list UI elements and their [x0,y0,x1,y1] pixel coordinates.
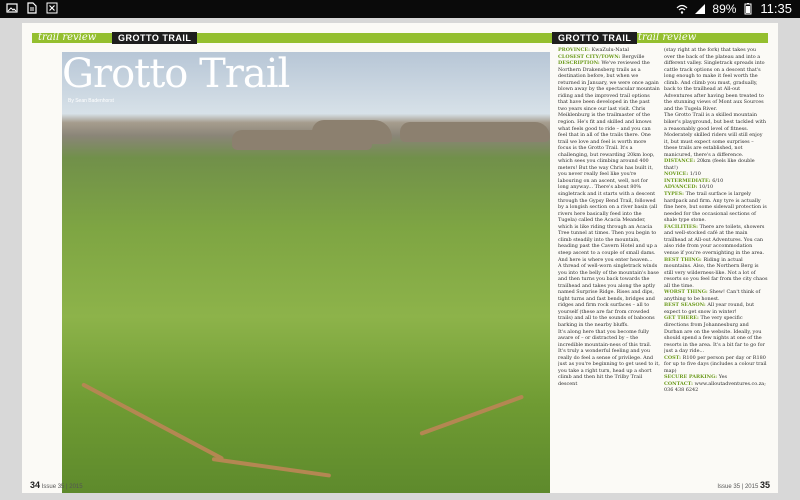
paragraph [664,47,768,112]
field-text: The very specific directions from Johannesburg and Durban are on the website. Ideally, you should spend a few nights at one of the resorts in the area. It's a bit far to go for just a day ride... [664,315,765,355]
field-text: Yes [718,374,728,381]
wifi-icon [676,3,688,15]
paragraph [664,257,768,290]
paragraph [664,191,768,224]
paragraph [664,289,768,302]
trail-name-box: GROTTO TRAIL [552,32,637,44]
field-text: Shew! Can't think of anything to be honest. [664,289,761,302]
field-label: CONTACT: [664,380,695,387]
field-text: The trail surface is largely hardpack and firm. Any tyre is actually fine here, but some sidewall protection is needed for the occasional sections of shale type stone. [664,191,767,224]
field-text: 6/10 [712,177,724,184]
field-label: COST: [664,354,683,361]
status-bar [0,0,800,18]
field-label: BEST THING: [664,256,704,263]
issue-label: Issue 35 | 2015 [41,484,83,490]
paragraph [664,315,768,354]
field-text: R100 per person per day or R180 for up to five days (includes a colour trail map) [664,354,767,374]
right-footer [717,480,770,490]
field-label: BEST SEASON: [664,302,708,309]
field-text: 20km (feels like double that!) [664,158,755,171]
field-label: ADVANCED: [664,184,699,191]
trail-path [419,394,524,435]
signal-icon [694,3,706,15]
right-banner [400,33,768,43]
section-label: trail review [638,32,697,43]
field-label: TYPES: [664,191,686,198]
field-label: SECURE PARKING: [664,374,719,381]
battery-icon [742,3,754,15]
field-text: The Grotto Trail is a skilled mountain biker's playground, but best tackled with a reasonably good level of fitness. Moderately skilled riders will still enjoy it, but must expect some surprises – these trails are established, not manicured, there's a difference. [664,112,767,158]
field-text: 10/10 [699,184,714,191]
trail-path [81,382,224,461]
text-column-1 [558,47,660,487]
field-text: A thread of well-worn singletrack winds you into the belly of the mountain's base and then turns you back towards the trailhead and takes you along the aptly named Surprise Ridge. Rises and dips, tight turns and fast bends, bridges and ridges and firm rock surfaces – all to yourself (these are far from crowded trails) and all to the sounds of baboons barking in the nearby bluffs. [558,263,659,328]
clock: 11:35 [760,1,792,16]
status-left [6,2,58,14]
close-icon [46,2,58,14]
paragraph [664,224,768,257]
paragraph [664,355,768,375]
field-text: There are toilets, showers and well-stocked café at the main trailhead at All-out Adventures. You can also ride from your accommodation venue if you're overnighting in the area. [664,223,765,256]
article-title: Grotto Trail [62,51,290,97]
paragraph [664,158,768,171]
field-label: PROVINCE: [558,47,592,53]
field-text: 1/10 [689,171,701,178]
paragraph [558,329,660,388]
byline: By Sean Badenhorst [68,98,114,104]
field-text: Bergville [622,53,645,60]
page-number: 34 [30,480,41,490]
trail-photo-right [400,52,550,493]
gallery-icon [6,2,18,14]
column-1-content [558,47,660,387]
left-banner [32,33,400,43]
field-label: CLOSEST CITY/TOWN: [558,53,623,60]
field-label: NOVICE: [664,171,690,178]
column-2-content [664,47,768,394]
file-icon [26,2,38,14]
field-text: All year round, but expect to get snow in winter! [664,302,755,315]
paragraph [664,112,768,158]
left-footer [30,480,83,490]
field-text: KwaZulu-Natal [591,47,629,53]
field-label: GET THERE: [664,315,701,322]
page-number: 35 [759,480,770,490]
cliff-rock [400,122,550,142]
right-page [400,23,778,493]
field-text: We've reviewed the Northern Drakensberg trails as a destination before, but when we returned in January, we were once again blown away by the spectacular mountain riding and the improved trail options that have been developed in the past two years since our last visit. Chris Meiklenburg is the trailmaster of the region. He's fit and skilled and knows what feels good to ride – and you can feel that in all of the trails there. One trail we love and feel is worth more focus is the Grotto Trail. It's a challenging, but rewarding 20km loop, which sees you climbing around 400 meters! But the way Chris has built it, you never really feel like you're labouring on an ascent, well, not for long anyway... There's about 80% singletrack and it starts with a descent through the Gypsy Bend Trail, followed by a longish section on a river basin (all rivers here basically feed into the Tugela) called the Acacia Meander, which is like riding through an Acacia Tree tunnel at times. Then you begin to climb steadily into the mountain, heading past the Cavern Hotel and up a steep ascent to a couple of small dams. And here is where you enter heaven... [558,60,660,263]
field-text: Riding in actual mountains. Also, the Northern Berg is still very wilderness-like. Not a lot of resorts so you feel far from the city chaos all the time. [664,256,768,289]
paragraph [558,263,660,328]
paragraph [558,60,660,263]
field-label: FACILITIES: [664,223,700,230]
field-text: It's along here that you become fully aware of – or distracted by – the incredible mountain-ness of this trail. It's truly a wonderful feeling and you really do feel a sense of privilege. And just as you're beginning to get used to it, you take a right turn, head up a short climb and then hit the Trilby Trail descent [558,328,660,387]
trail-path [212,457,331,478]
trail-photo-left [62,52,400,493]
field-label: DESCRIPTION: [558,60,602,67]
field-text: (stay right at the fork) that takes you over the back of the plateau and into a different valley. Singletrack spreads into cattle track options on a descent that's long enough to make it feel worth the climb. And climb you must, gradually, back to the trailhead at All-out Adventures after having been treated to the stunning views of Mont aux Sources and the Tugela River. [664,47,765,112]
field-label: INTERMEDIATE: [664,177,713,184]
issue-label: Issue 35 | 2015 [717,484,759,490]
battery-percent: 89% [712,1,737,16]
trail-name-box: GROTTO TRAIL [112,32,197,44]
paragraph [664,302,768,315]
paragraph [664,381,768,394]
field-label: DISTANCE: [664,158,697,165]
field-text: www.alloutadventures.co.za; 036 438 6242 [664,380,766,394]
cliff-rock [312,120,392,144]
section-label: trail review [38,32,97,43]
text-column-2 [664,47,768,487]
status-right [676,1,792,16]
field-label: WORST THING: [664,289,710,296]
